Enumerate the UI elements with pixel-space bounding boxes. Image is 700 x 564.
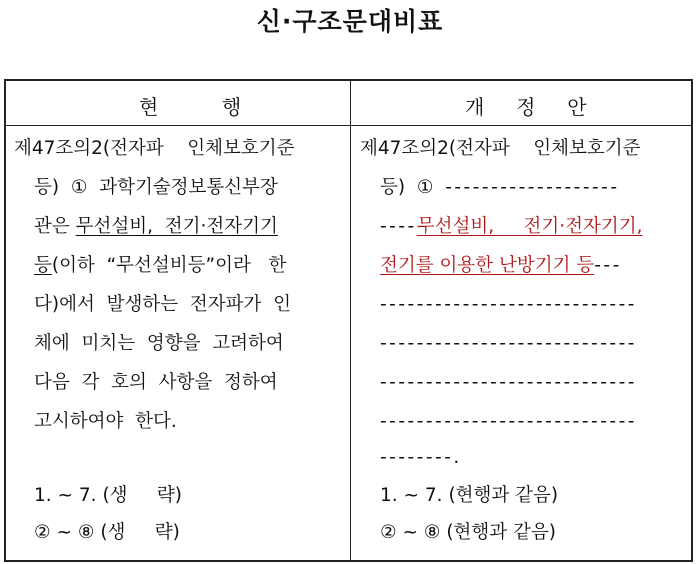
current-line-7: 다음 각 호의 사항을 정하여: [34, 372, 278, 393]
current-line-1: 제47조의2(전자파 인체보호기준: [14, 138, 295, 159]
current-line-4: 등(이하 “무선설비등”이라 한: [34, 255, 287, 276]
current-sub-items: ② ~ ⑧ (생 략): [34, 522, 180, 543]
amendment-line-8: ----------------------------: [380, 411, 637, 432]
column-divider: [350, 81, 351, 560]
amendment-line-3: ----무선설비, 전기·전자기기,: [380, 216, 643, 237]
current-underlined-text-1: 무선설비, 전기·전자기기: [75, 216, 278, 237]
amendment-line-4: 전기를 이용한 난방기기 등---: [380, 255, 622, 276]
current-line-6: 체에 미치는 영향을 고려하여: [34, 333, 284, 354]
comparison-table: [4, 79, 693, 562]
amendment-line-9: --------.: [380, 447, 462, 468]
current-line-5: 다)에서 발생하는 전자파가 인: [34, 294, 291, 315]
amendment-changed-text-1: 무선설비, 전기·전자기기,: [416, 216, 643, 237]
amendment-line-5: ----------------------------: [380, 294, 637, 315]
amendment-changed-text-2: 전기를 이용한 난방기기 등: [380, 255, 595, 276]
document-title: 신·구조문대비표: [256, 7, 444, 36]
amendment-line-1: 제47조의2(전자파 인체보호기준: [360, 138, 641, 159]
current-items: 1. ~ 7. (생 략): [34, 485, 183, 506]
current-line-3: 관은 무선설비, 전기·전자기기: [34, 216, 278, 237]
amendment-column-header: 개 정 안: [465, 95, 587, 119]
amendment-line-2: 등) ① -------------------: [380, 177, 620, 198]
amendment-line-7: ----------------------------: [380, 372, 637, 393]
amendment-items: 1. ~ 7. (현행과 같음): [380, 485, 559, 506]
current-line-8: 고시하여야 한다.: [34, 411, 177, 432]
current-underlined-text-2: 등: [34, 255, 52, 276]
amendment-sub-items: ② ~ ⑧ (현행과 같음): [380, 522, 556, 543]
amendment-line-6: ----------------------------: [380, 333, 637, 354]
header-divider: [6, 125, 691, 126]
current-column-header: 현 행: [139, 95, 242, 119]
current-line-2: 등) ① 과학기술정보통신부장: [34, 177, 278, 198]
